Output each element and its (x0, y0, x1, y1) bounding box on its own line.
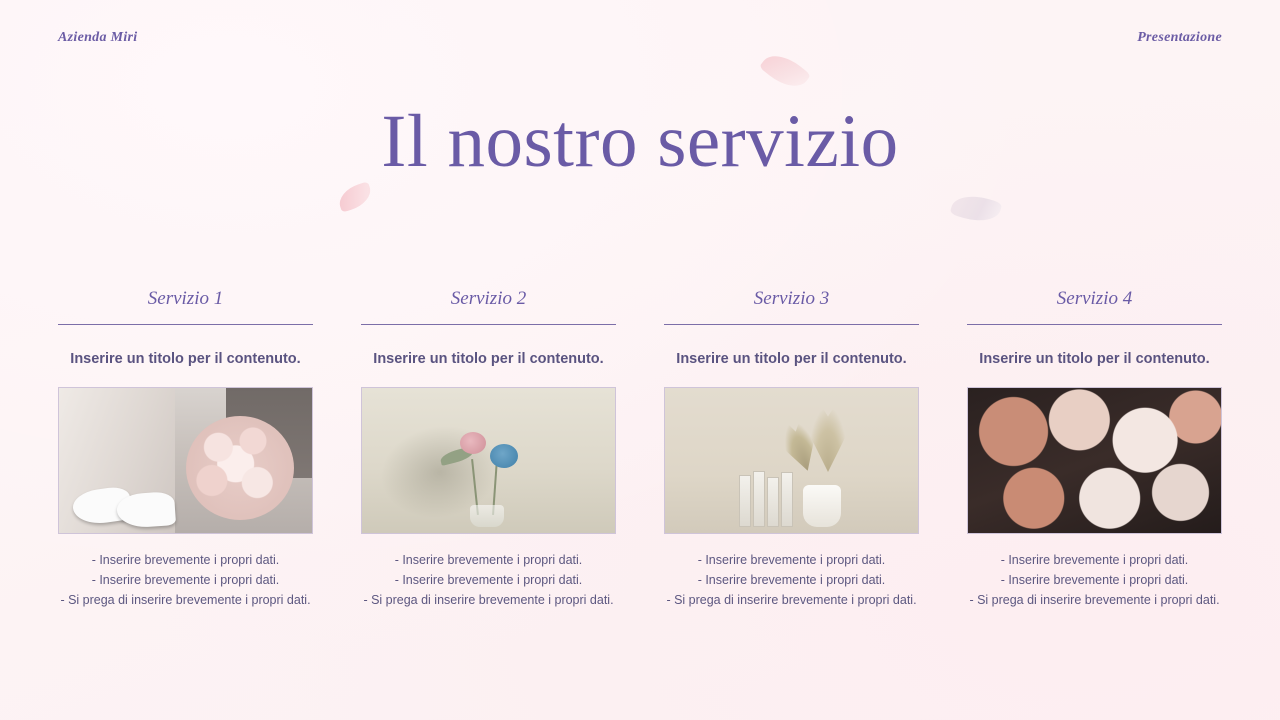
page-title: Il nostro servizio (381, 100, 899, 183)
note-line: - Inserire brevemente i propri dati. (394, 573, 583, 587)
service-image-1 (58, 387, 313, 534)
company-name: Azienda Miri (58, 30, 138, 45)
service-heading: Servizio 1 (147, 288, 224, 309)
service-column-2 (361, 288, 616, 610)
divider (58, 324, 313, 325)
service-notes (664, 550, 919, 610)
presentation-label: Presentazione (1137, 30, 1222, 45)
note-line: - Inserire brevemente i propri dati. (1000, 573, 1189, 587)
divider (361, 324, 616, 325)
divider (967, 324, 1222, 325)
service-notes (58, 550, 313, 610)
note-line: - Inserire brevemente i propri dati. (91, 573, 280, 587)
service-columns (58, 288, 1222, 610)
note-line: - Inserire brevemente i propri dati. (1000, 553, 1189, 567)
note-line: - Si prega di inserire brevemente i propri dati. (969, 593, 1220, 607)
petal-decoration-icon (949, 190, 1002, 227)
service-column-3 (664, 288, 919, 610)
service-heading: Servizio 3 (753, 288, 830, 309)
service-image-3 (664, 387, 919, 534)
service-subtitle: Inserire un titolo per il contenuto. (979, 351, 1210, 367)
petal-decoration-icon (335, 181, 374, 212)
service-notes (361, 550, 616, 610)
service-image-4 (967, 387, 1222, 534)
service-subtitle: Inserire un titolo per il contenuto. (676, 351, 907, 367)
service-image-2 (361, 387, 616, 534)
service-subtitle: Inserire un titolo per il contenuto. (373, 351, 604, 367)
service-heading: Servizio 4 (1056, 288, 1133, 309)
divider (664, 324, 919, 325)
service-notes (967, 550, 1222, 610)
note-line: - Inserire brevemente i propri dati. (394, 553, 583, 567)
service-column-4 (967, 288, 1222, 610)
note-line: - Inserire brevemente i propri dati. (697, 573, 886, 587)
note-line: - Inserire brevemente i propri dati. (697, 553, 886, 567)
service-column-1 (58, 288, 313, 610)
note-line: - Si prega di inserire brevemente i propri dati. (60, 593, 311, 607)
service-subtitle: Inserire un titolo per il contenuto. (70, 351, 301, 367)
note-line: - Si prega di inserire brevemente i propri dati. (666, 593, 917, 607)
note-line: - Inserire brevemente i propri dati. (91, 553, 280, 567)
note-line: - Si prega di inserire brevemente i propri dati. (363, 593, 614, 607)
service-heading: Servizio 2 (450, 288, 527, 309)
petal-decoration-icon (759, 47, 811, 96)
